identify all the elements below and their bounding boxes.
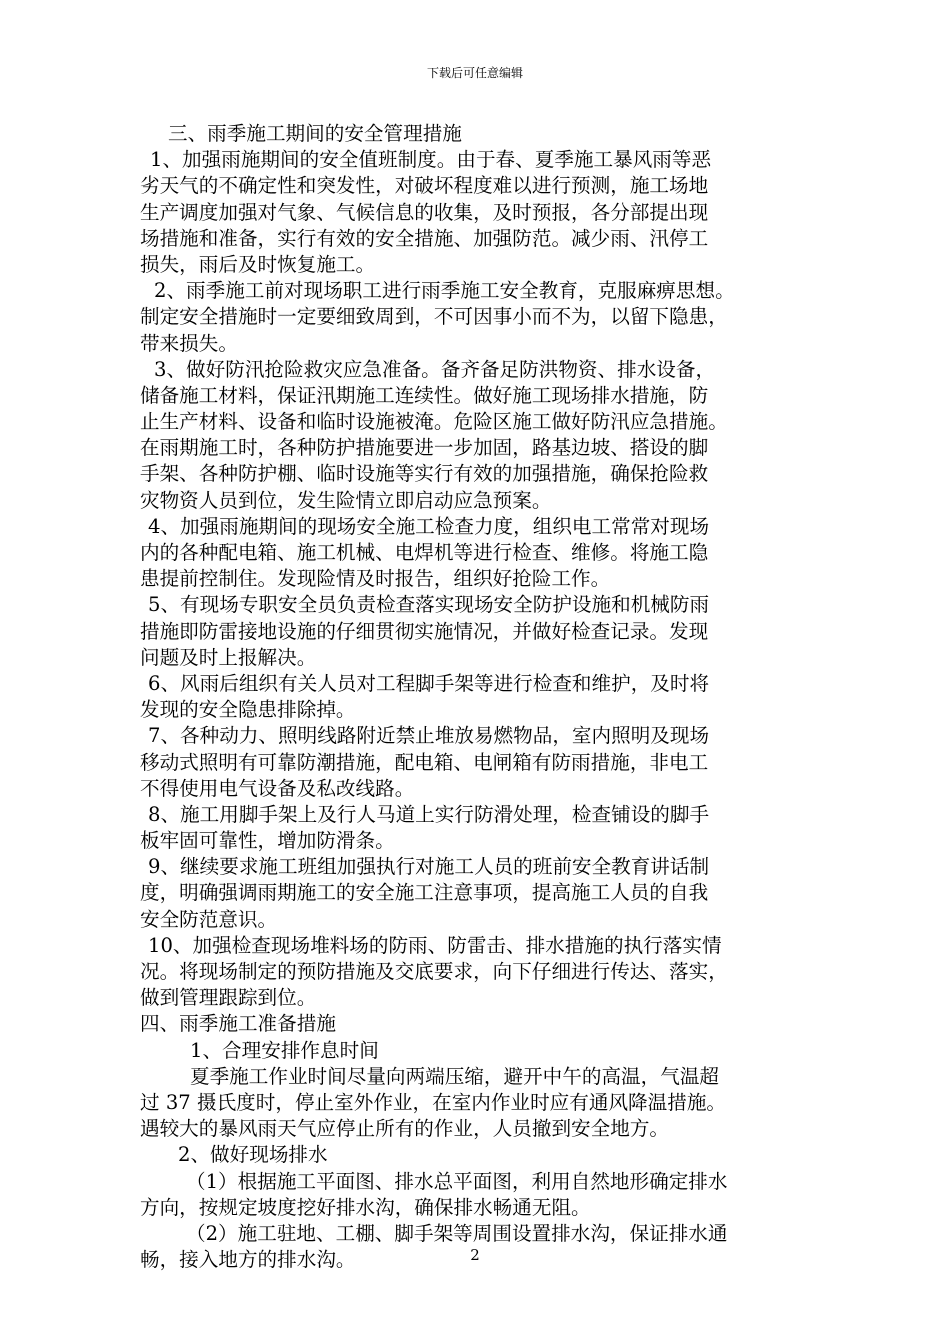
- text-line: 措施即防雷接地设施的仔细贯彻实施情况，并做好检查记录。发现: [140, 619, 709, 643]
- text-line: 过 37 摄氏度时，停止室外作业，在室内作业时应有通风降温措施。: [140, 1090, 727, 1114]
- page-number: 2: [470, 1246, 480, 1264]
- text-line: 三、雨季施工期间的安全管理措施: [168, 122, 462, 145]
- text-line: 发现的安全隐患排除掉。: [140, 698, 356, 722]
- text-line: （2）施工驻地、工棚、脚手架等周围设置排水沟，保证排水通: [186, 1221, 728, 1245]
- page-header: 下载后可任意编辑: [426, 66, 523, 80]
- text-line: 1、合理安排作息时间: [190, 1038, 379, 1062]
- text-line: 问题及时上报解决。: [140, 645, 317, 669]
- text-line: 6、风雨后组织有关人员对工程脚手架等进行检查和维护，及时将: [148, 671, 710, 695]
- text-line: 四、雨季施工准备措施: [140, 1012, 336, 1036]
- text-line: 4、加强雨施期间的现场安全施工检查力度，组织电工常常对现场: [148, 514, 710, 538]
- text-line: 9、继续要求施工班组加强执行对施工人员的班前安全教育讲话制: [148, 855, 710, 879]
- text-line: 移动式照明有可靠防潮措施，配电箱、电闸箱有防雨措施，非电工: [140, 750, 709, 774]
- text-line: 夏季施工作业时间尽量向两端压缩，避开中午的高温，气温超: [190, 1064, 720, 1088]
- text-line: 止生产材料、设备和临时设施被淹。危险区施工做好防汛应急措施。: [140, 410, 728, 434]
- text-line: 遇较大的暴风雨天气应停止所有的作业，人员撤到安全地方。: [140, 1117, 670, 1141]
- text-line: 10、加强检查现场堆料场的防雨、防雷击、排水措施的执行落实情: [148, 933, 722, 957]
- text-line: 板牢固可靠性，增加防滑条。: [140, 829, 395, 853]
- text-line: 场措施和准备，实行有效的安全措施、加强防范。减少雨、汛停工: [140, 226, 709, 250]
- text-line: 2、做好现场排水: [178, 1143, 328, 1167]
- text-line: 不得使用电气设备及私改线路。: [140, 776, 415, 800]
- text-line: 方向，按规定坡度挖好排水沟，确保排水畅通无阻。: [140, 1195, 591, 1219]
- text-line: 安全防范意识。: [140, 907, 278, 931]
- document-body: [140, 121, 816, 1273]
- text-line: （1）根据施工平面图、排水总平面图，利用自然地形确定排水: [186, 1169, 728, 1193]
- text-line: 做到管理跟踪到位。: [140, 986, 317, 1010]
- text-line: 手架、各种防护棚、临时设施等实行有效的加强措施，确保抢险救: [140, 462, 709, 486]
- text-line: 度，明确强调雨期施工的安全施工注意事项，提高施工人员的自我: [140, 881, 709, 905]
- text-line: 储备施工材料，保证汛期施工连续性。做好施工现场排水措施，防: [140, 383, 709, 407]
- text-line: 患提前控制住。发现险情及时报告，组织好抢险工作。: [140, 567, 611, 591]
- text-line: 畅，接入地方的排水沟。: [140, 1248, 356, 1272]
- text-line: 7、各种动力、照明线路附近禁止堆放易燃物品，室内照明及现场: [148, 724, 710, 748]
- text-line: 制定安全措施时一定要细致周到，不可因事小而不为，以留下隐患，: [140, 305, 728, 329]
- text-line: 2、雨季施工前对现场职工进行雨季施工安全教育，克服麻痹思想。: [154, 279, 735, 303]
- text-line: 8、施工用脚手架上及行人马道上实行防滑处理，检查铺设的脚手: [148, 802, 710, 826]
- text-line: 生产调度加强对气象、气候信息的收集，及时预报，各分部提出现: [140, 200, 709, 224]
- text-line: 带来损失。: [140, 331, 238, 355]
- text-line: 3、做好防汛抢险救灾应急准备。备齐备足防洪物资、排水设备，: [154, 357, 716, 381]
- text-line: 1、加强雨施期间的安全值班制度。由于春、夏季施工暴风雨等恶: [150, 148, 712, 172]
- text-line: 5、有现场专职安全员负责检查落实现场安全防护设施和机械防雨: [148, 593, 710, 617]
- text-line: 内的各种配电箱、施工机械、电焊机等进行检查、维修。将施工隐: [140, 541, 709, 564]
- text-line: 灾物资人员到位，发生险情立即启动应急预案。: [140, 488, 552, 512]
- text-line: 在雨期施工时，各种防护措施要进一步加固，路基边坡、搭设的脚: [140, 436, 709, 460]
- text-line: 劣天气的不确定性和突发性，对破坏程度难以进行预测，施工场地: [140, 174, 709, 198]
- text-line: 损失，雨后及时恢复施工。: [140, 252, 376, 276]
- text-line: 况。将现场制定的预防措施及交底要求，向下仔细进行传达、落实，: [140, 960, 728, 983]
